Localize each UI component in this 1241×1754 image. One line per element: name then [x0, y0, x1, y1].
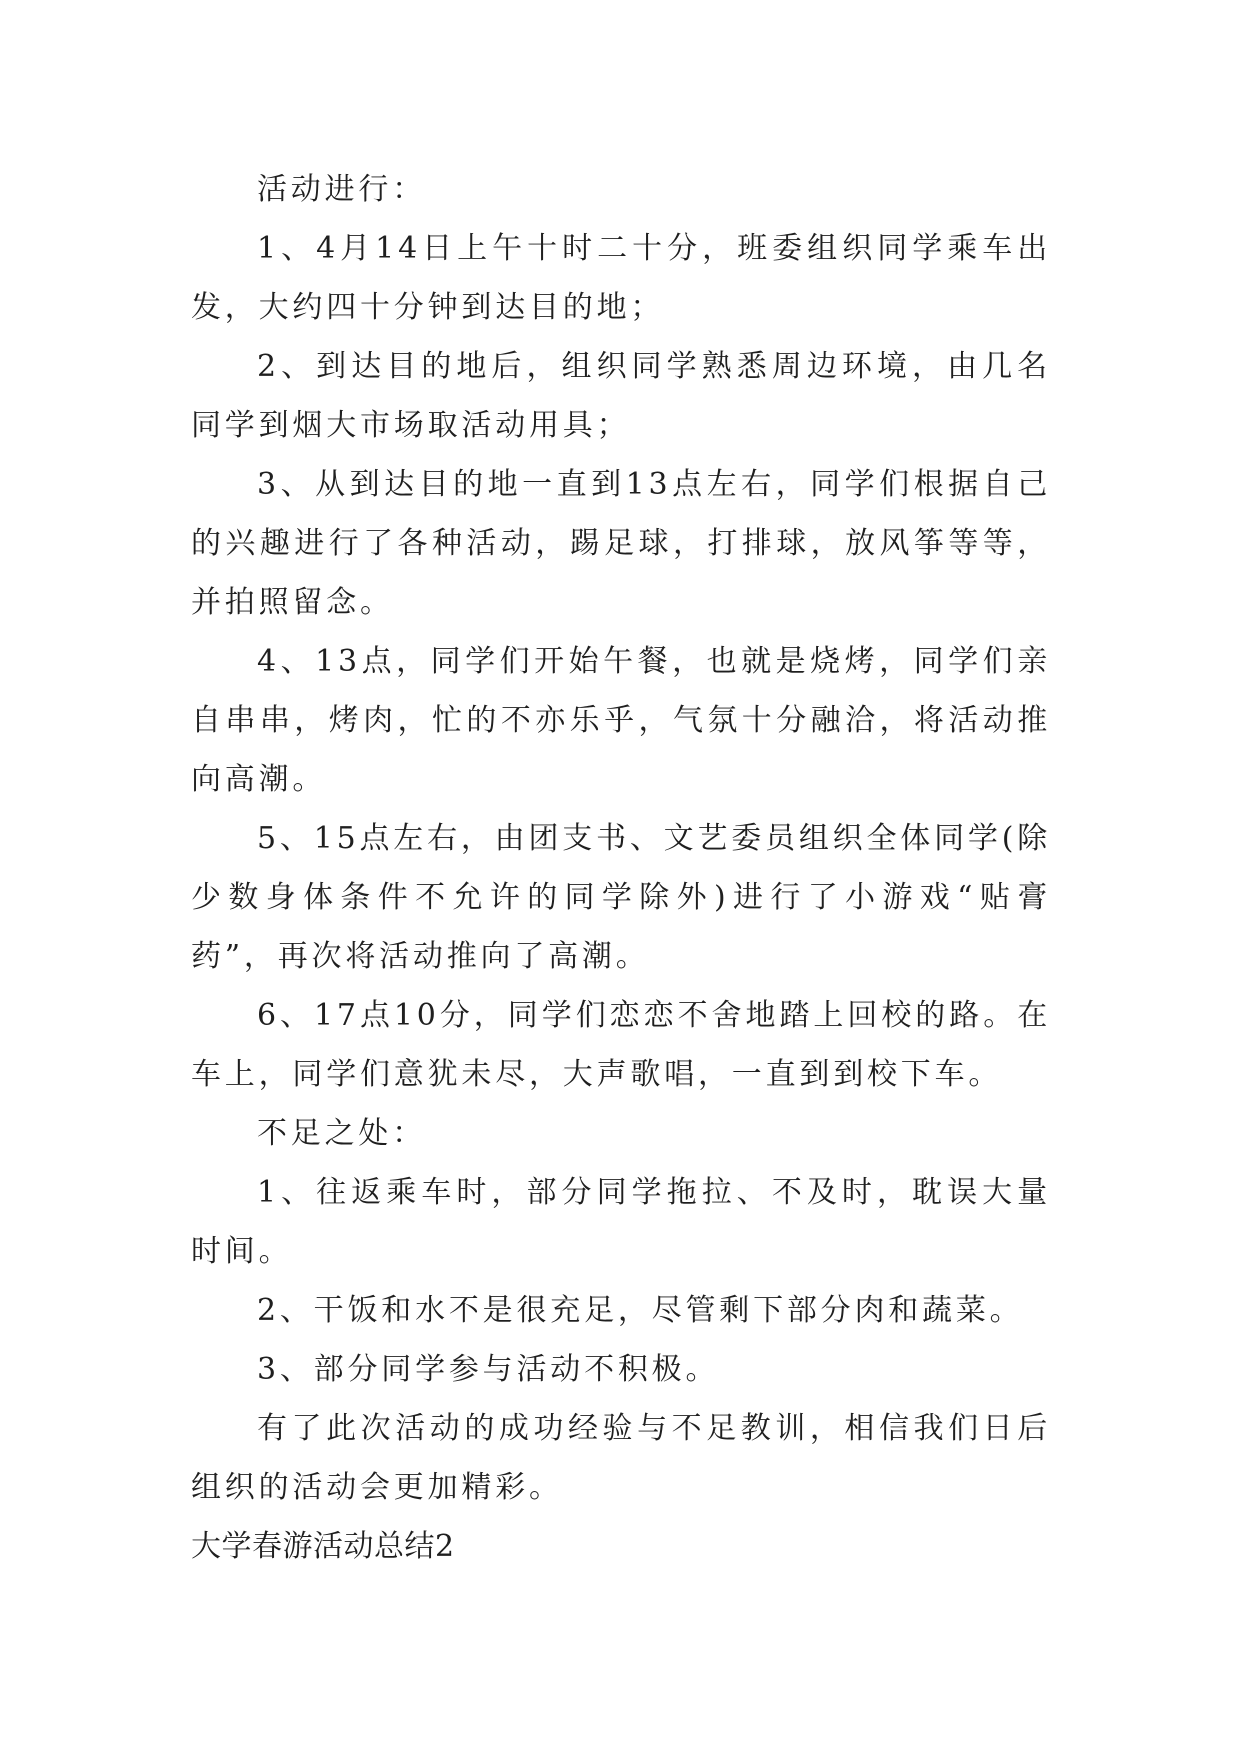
paragraph-item-1: 1、4月14日上午十时二十分，班委组织同学乘车出发，大约四十分钟到达目的地；: [191, 231, 1051, 325]
paragraph-shortcomings-label: 不足之处：: [257, 1116, 426, 1151]
paragraph-item-4: 4、13点，同学们开始午餐，也就是烧烤，同学们亲自串串，烤肉，忙的不亦乐乎，气氛十分融洽，将活动推向高潮。: [191, 644, 1051, 797]
paragraph-activity-progress-label: 活动进行：: [257, 172, 426, 207]
paragraph-conclusion: 有了此次活动的成功经验与不足教训，相信我们日后组织的活动会更加精彩。: [191, 1411, 1051, 1505]
paragraph-shortcoming-3: 3、部分同学参与活动不积极。: [257, 1352, 720, 1387]
paragraph-item-6: 6、17点10分，同学们恋恋不舍地踏上回校的路。在车上，同学们意犹未尽，大声歌唱，一直到到校下车。: [191, 998, 1051, 1092]
paragraph-shortcoming-1: 1、往返乘车时，部分同学拖拉、不及时，耽误大量时间。: [191, 1175, 1051, 1269]
paragraph-item-2: 2、到达目的地后，组织同学熟悉周边环境，由几名同学到烟大市场取活动用具；: [191, 349, 1051, 443]
paragraph-shortcoming-2: 2、干饭和水不是很充足，尽管剩下部分肉和蔬菜。: [257, 1293, 1024, 1328]
paragraph-item-3: 3、从到达目的地一直到13点左右，同学们根据自己的兴趣进行了各种活动，踢足球，打排球，放风筝等等，并拍照留念。: [191, 467, 1051, 620]
document-body: [191, 160, 1051, 1576]
paragraph-item-5: 5、15点左右，由团支书、文艺委员组织全体同学(除少数身体条件不允许的同学除外)进行了小游戏“贴膏药”，再次将活动推向了高潮。: [191, 821, 1051, 974]
section-heading: 大学春游活动总结2: [191, 1529, 455, 1564]
